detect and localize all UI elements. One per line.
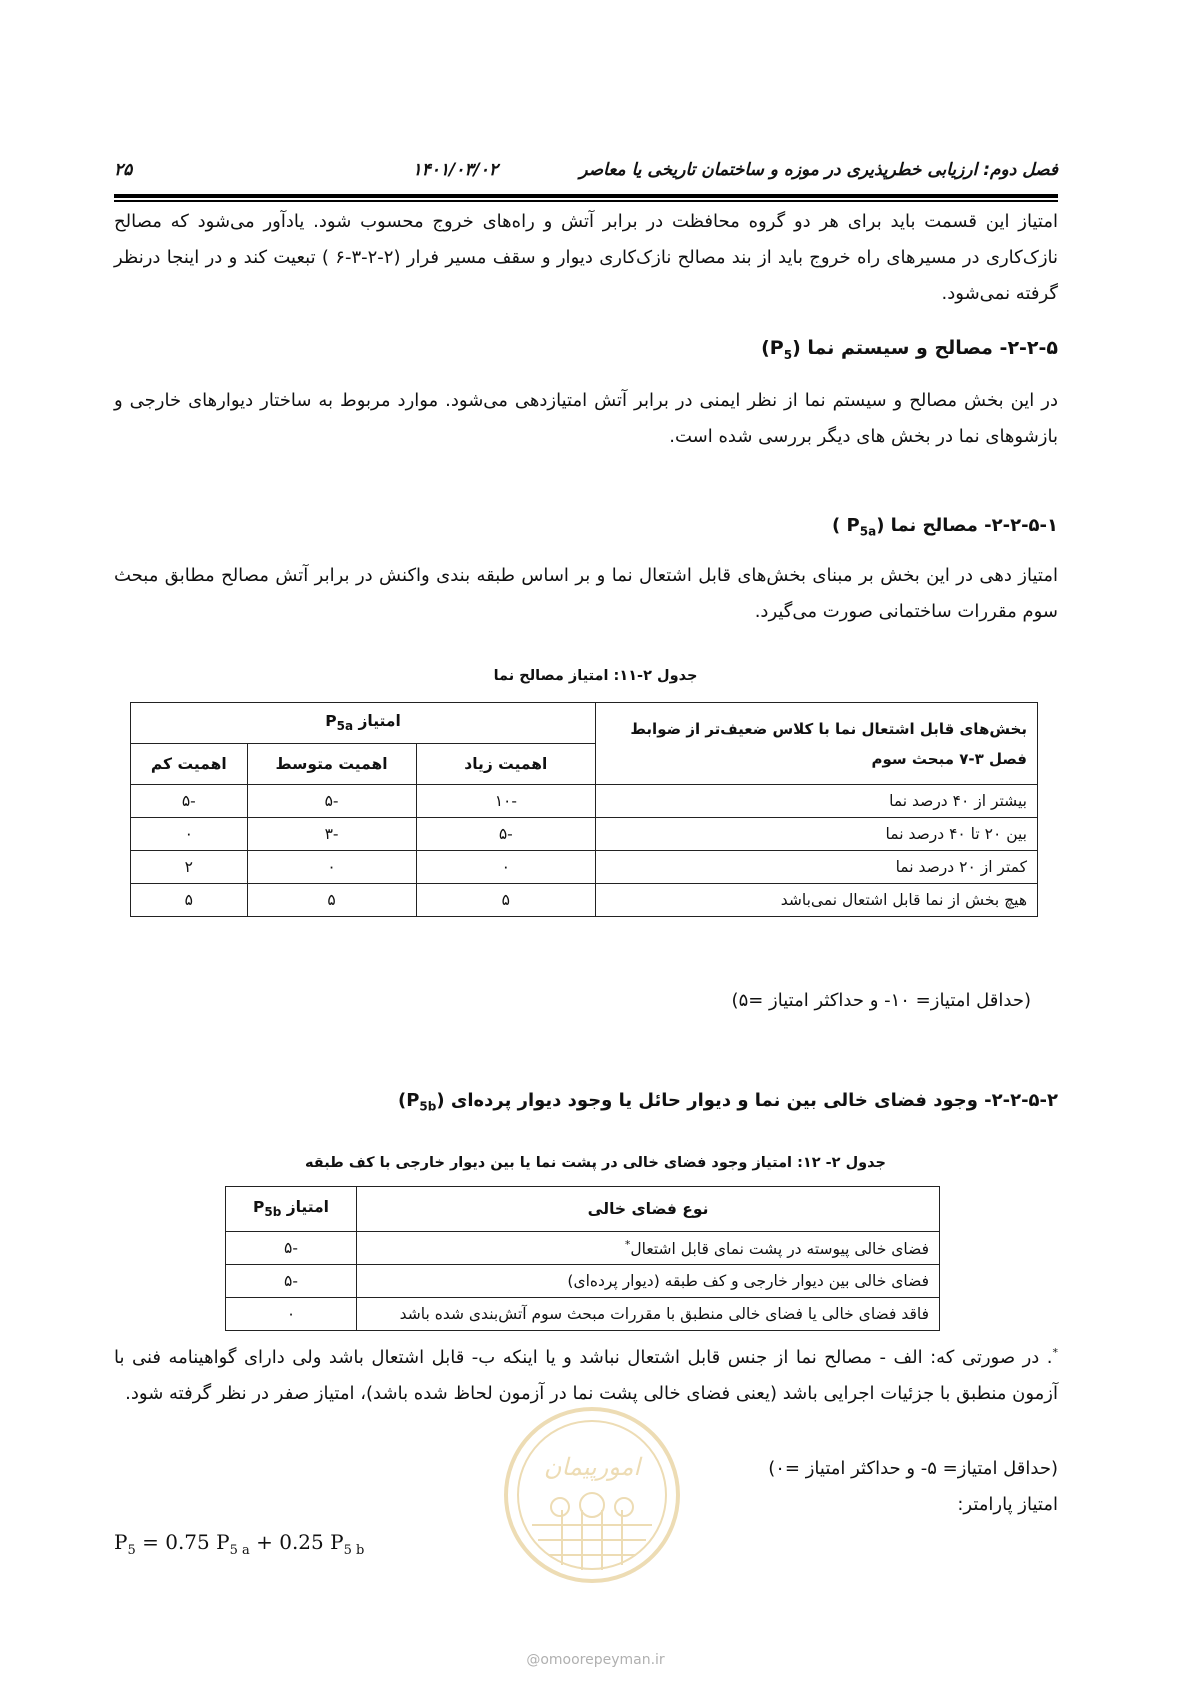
table1-header-low: اهمیت کم [131, 744, 248, 785]
header-date: ۱۴۰۱/۰۳/۰۲ [412, 160, 498, 180]
footnote: *. در صورتی که: الف - مصالح نما از جنس قابل اشتعال نباشد و یا اینکه ب- قابل اشتعال باشد ولی دارای گواهینامه فنی با آزمون منطبق با جزئیات اجرایی باشد (یعنی فضای خالی پشت نما در آزمون لحاظ شده باشد)، امتیاز صفر در نظر گرفته شود. [114, 1346, 1058, 1404]
chapter-title: فصل دوم: ارزیابی خطرپذیری در موزه و ساختمان تاریخی یا معاصر [579, 160, 1058, 180]
watermark-url: @omoorepeyman.ir [526, 1652, 665, 1668]
seal-logo-icon [502, 1405, 682, 1585]
table-facade-materials-score [130, 702, 1038, 917]
table-row: کمتر از ۲۰ درصد نما ۰ ۰ ۲ [131, 851, 1038, 884]
paragraph-facade-materials: امتیاز دهی در این بخش بر مبنای بخش‌های قابل اشتعال نما و بر اساس طبقه بندی واکنش در برابر آتش مصالح مطابق مبحث سوم مقررات ساختمانی صورت می‌گیرد. [114, 565, 1058, 622]
header-rule-thin [114, 200, 1058, 202]
table1-header-high: اهمیت زیاد [416, 744, 596, 785]
table-row: فاقد فضای خالی یا فضای خالی منطبق با مقررات مبحث سوم آتش‌بندی شده باشد ۰ [226, 1298, 940, 1331]
table1-header-mid: اهمیت متوسط [247, 744, 416, 785]
table2-header-score: امتیاز $P_{5b}$ [226, 1187, 357, 1232]
table2-header-type: نوع فضای خالی [357, 1187, 940, 1232]
table-row: فضای خالی بین دیوار خارجی و کف طبقه (دیوار پرده‌ای) -۵ [226, 1265, 940, 1298]
header-rule-thick [114, 194, 1058, 198]
table1-header-score: امتیاز $P_{5a}$ [131, 703, 596, 744]
seal-text: امورپیمان [543, 1453, 641, 1481]
table1-header-main: بخش‌های قابل اشتعال نما با کلاس ضعیف‌تر از ضوابط فصل ۳-۷ مبحث سوم [596, 703, 1038, 785]
page-number: ۲۵ [114, 160, 133, 180]
table2-caption: جدول ۲- ۱۲: امتیاز وجود فضای خالی در پشت نما یا بین دیوار خارجی با کف طبقه [305, 1155, 886, 1171]
section-heading-p5: ۲-۲-۵- مصالح و سیستم نما $(P_5)$ [761, 337, 1058, 362]
table-row: هیچ بخش از نما قابل اشتعال نمی‌باشد ۵ ۵ ۵ [131, 884, 1038, 917]
paragraph-facade-intro: در این بخش مصالح و سیستم نما از نظر ایمنی در برابر آتش امتیازدهی می‌شود. موارد مربوط به ساختار دیوارهای خارجی و بازشوهای نما در بخش های دیگر بررسی شده است. [114, 390, 1058, 447]
table-row: بیشتر از ۴۰ درصد نما -۱۰ -۵ -۵ [131, 785, 1038, 818]
table-row: فضای خالی پیوسته در پشت نمای قابل اشتعال* -۵ [226, 1232, 940, 1265]
section-heading-p5b: ۲-۲-۵-۲- وجود فضای خالی بین نما و دیوار حائل یا وجود دیوار پرده‌ای $(P_{5b})$ [397, 1090, 1058, 1114]
paragraph-intro: امتیاز این قسمت باید برای هر دو گروه محافظت در برابر آتش و راه‌های خروج محسوب شود. یادآور می‌شود که مصالح نازک‌کاری در مسیرهای راه خروج باید از بند مصالح نازک‌کاری دیوار و سقف مسیر فرار (۲-۲-۳-۶ ) تبعیت کند و در اینجا درنظر گرفته نمی‌شود. [114, 211, 1059, 304]
table2-note: (حداقل امتیاز= ۵- و حداکثر امتیاز =۰) [768, 1458, 1058, 1479]
table1-note: (حداقل امتیاز= ۱۰- و حداکثر امتیاز =۵) [731, 990, 1031, 1011]
running-header [114, 160, 1058, 188]
p5-formula: $P_5 = 0.75$ $P_{5 a} + 0.25$ $P_{5 b}$ [114, 1530, 365, 1558]
parameter-score-label: امتیاز پارامتر: [957, 1494, 1058, 1515]
table1-caption: جدول ۲-۱۱: امتیاز مصالح نما [493, 668, 698, 684]
table-void-space-score [225, 1186, 940, 1331]
section-heading-p5a: ۲-۲-۵-۱- مصالح نما ($P_{5a}$ ) [832, 515, 1058, 539]
table-row: بین ۲۰ تا ۴۰ درصد نما -۵ -۳ ۰ [131, 818, 1038, 851]
